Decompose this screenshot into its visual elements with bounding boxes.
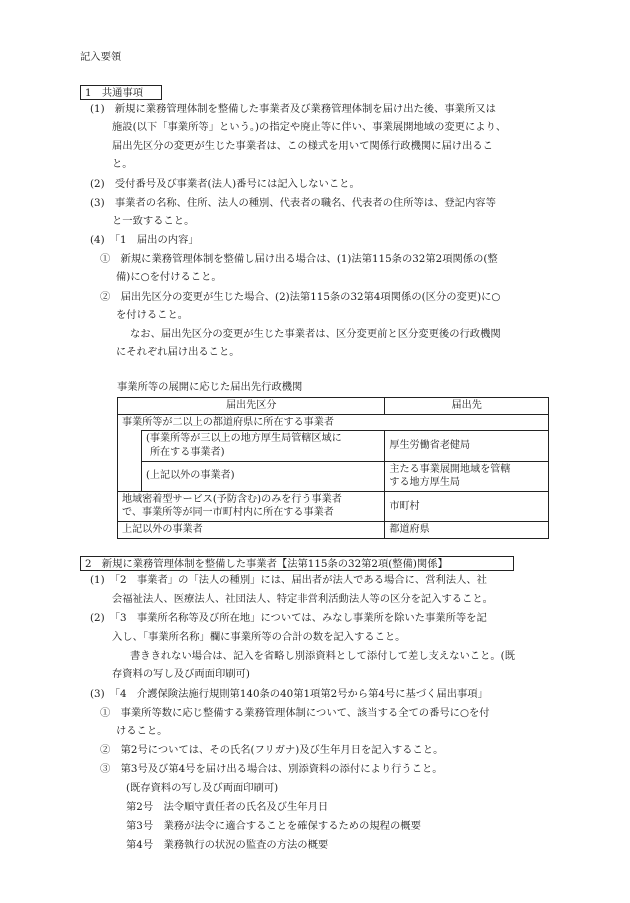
table-header-destination: 届出先 (385, 398, 549, 415)
table-row2-category-line2: 所在する事業者) (149, 446, 225, 458)
section1-heading-box (80, 85, 162, 100)
s2-sub2-line1: ② 第2号については、その氏名(フリガナ)及び生年月日を記入すること。 (100, 744, 444, 756)
table-row3-category: (上記以外の事業者) (141, 461, 384, 491)
s1-note-line2: にそれぞれ届け出ること。 (116, 346, 240, 358)
s2-sub3-line1: ③ 第3号及び第4号を届け出る場合は、別添資料の添付により行うこと。 (100, 763, 443, 775)
s2-item2-line1: (2) 「3 事業所名称等及び所在地」については、みなし事業所を除いた事業所等を記 (90, 612, 487, 624)
section2-heading: 2 新規に業務管理体制を整備した事業者【法第115条の32第2項(整備)関係】 (85, 558, 448, 570)
s2-sub1-line2: けること。 (116, 725, 168, 737)
table-caption: 事業所等の展開に応じた届出先行政機関 (117, 381, 303, 393)
s1-sub1-line2: 備)に○を付けること。 (116, 271, 222, 283)
s1-item2-line1: (2) 受付番号及び事業者(法人)番号には記入しないこと。 (90, 178, 360, 190)
table-row (118, 431, 549, 461)
table-row3-destination (385, 461, 549, 491)
table-row2-destination: 厚生労働省老健局 (385, 431, 549, 461)
s2-item4-detail: 第4号 業務執行の状況の監査の方法の概要 (126, 839, 329, 851)
table-row2-category-line1: (事業所等が三以上の地方厚生局管轄区域に (145, 433, 342, 445)
table-indent-cell (118, 431, 142, 461)
s2-item3-line1: (3) 「4 介護保険法施行規則第140条の40第1項第2号から第4号に基づく届出事項」 (90, 688, 488, 700)
table-header-row (118, 398, 549, 415)
s1-item4-line1: (4) 「1 届出の内容」 (90, 234, 199, 246)
s2-item1-line1: (1) 「2 事業者」の「法人の種別」には、届出者が法人である場合に、営利法人、社 (90, 574, 487, 586)
s1-item3-line1: (3) 事業者の名称、住所、法人の種別、代表者の職名、代表者の住所等は、登記内容等 (90, 197, 496, 209)
table-row4-category-line2: で、事業所等が同一市町村内に所在する事業者 (122, 507, 334, 519)
table-row (118, 491, 549, 521)
destination-table (117, 397, 549, 539)
s2-item2-detail: 第2号 法令順守責任者の氏名及び生年月日 (126, 801, 329, 813)
s2-item2-line2: 入し、「事業所名称」欄に事業所等の合計の数を記入すること。 (112, 631, 406, 643)
s2-sub3-line2: (既存資料の写し及び両面印刷可) (126, 782, 279, 794)
table-indent-cell (118, 461, 142, 491)
s2-item1-line2: 会福祉法人、医療法人、社団法人、特定非営利活動法人等の区分を記入すること。 (112, 593, 493, 605)
s1-sub2-line2: を付けること。 (116, 309, 189, 321)
table-row1-category: 事業所等が二以上の都道府県に所在する事業者 (118, 414, 549, 431)
table-row3-destination-line2: する地方厚生局 (389, 477, 461, 489)
table-row (118, 414, 549, 431)
s2-sub1-line1: ① 事業所等数に応じ整備する業務管理体制について、該当する全ての番号に○を付 (100, 707, 490, 719)
table-row4-category-line1: 地域密着型サービス(予防含む)のみを行う事業者 (122, 493, 342, 505)
s1-item1-line2: 施設(以下「事業所等」という。)の指定や廃止等に伴い、事業展開地域の変更により、 (112, 121, 507, 133)
section2-heading-box (80, 556, 514, 571)
s1-item1-line4: と。 (112, 158, 133, 170)
table-row (118, 522, 549, 539)
s1-item3-line2: と一致すること。 (112, 215, 195, 227)
table-row5-category: 上記以外の事業者 (118, 522, 385, 539)
s1-item1-line1: (1) 新規に業務管理体制を整備した事業者及び業務管理体制を届け出た後、事業所又は (90, 103, 496, 115)
table-row5-destination: 都道府県 (385, 522, 549, 539)
table-row3-destination-line1: 主たる事業展開地域を管轄 (389, 463, 511, 475)
table-row2-category (141, 431, 384, 461)
section1-heading: 1 共通事項 (85, 87, 144, 99)
table-row4-destination: 市町村 (385, 491, 549, 521)
table-row4-category (118, 491, 385, 521)
s1-sub1-line1: ① 新規に業務管理体制を整備し届け出る場合は、(1)法第115条の32第2項関係の(整 (100, 253, 498, 265)
table-header-category: 届出先区分 (118, 398, 385, 415)
s1-note-line1: なお、届出先区分の変更が生じた事業者は、区分変更前と区分変更後の行政機関 (130, 328, 501, 340)
s2-note-line2: 存資料の写し及び両面印刷可) (112, 668, 250, 680)
table-row (118, 461, 549, 491)
s2-note-line1: 書ききれない場合は、記入を省略し別添資料として添付して差し支えないこと。(既 (130, 650, 515, 662)
s2-item3-detail: 第3号 業務が法令に適合することを確保するための規程の概要 (126, 820, 421, 832)
s1-sub2-line1: ② 届出先区分の変更が生じた場合、(2)法第115条の32第4項関係の(区分の変更)に○ (100, 291, 501, 303)
page-title: 記入要領 (80, 51, 122, 63)
s1-item1-line3: 届出先区分の変更が生じた事業者は、この様式を用いて関係行政機関に届け出るこ (112, 140, 493, 152)
